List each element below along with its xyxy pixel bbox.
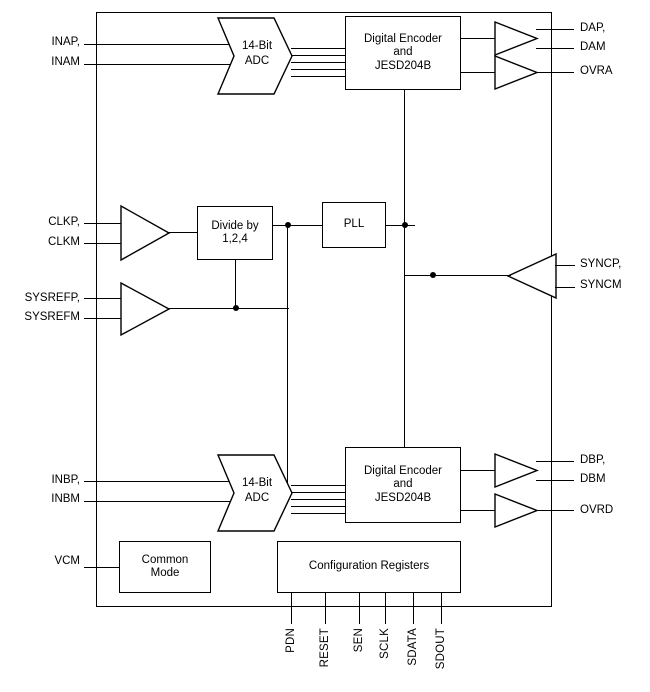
pin-label-ovrd: OVRD <box>580 504 614 516</box>
wire-sysrefp <box>84 298 122 299</box>
adc-b-label-line2: ADC <box>244 492 270 504</box>
wire-sync-tap-h <box>404 275 434 276</box>
wire-inap <box>84 44 232 45</box>
bus-a-line-1 <box>291 48 346 49</box>
wire-sdata <box>413 592 414 624</box>
encoder-a-line2: and <box>393 46 413 59</box>
wire-pll-trunk-up <box>404 90 405 226</box>
pin-label-inap: INAP, <box>51 36 80 48</box>
wire-pll-trunk-down <box>404 225 405 447</box>
pin-label-dap: DAP, <box>580 22 606 34</box>
pin-label-clkm: CLKM <box>48 236 80 248</box>
bus-b-line-1 <box>291 485 346 486</box>
bus-b-line-2 <box>291 492 346 493</box>
encoder-b-line1: Digital Encoder <box>364 464 442 477</box>
divider-line1: Divide by <box>211 219 259 232</box>
pin-label-clkp: CLKP, <box>48 216 80 228</box>
divider-line2: 1,2,4 <box>222 233 248 245</box>
ovra-output-buffer-icon <box>495 56 537 89</box>
wire-sdout <box>441 592 442 624</box>
wire-clkbuf-to-divider <box>168 232 198 233</box>
pin-label-inam: INAM <box>51 56 80 68</box>
bus-b-line-4 <box>291 506 346 507</box>
wire-ovrd <box>536 510 574 511</box>
wire-sen <box>359 592 360 624</box>
pin-label-sdata: SDATA <box>407 628 419 666</box>
encoder-b-line2: and <box>393 478 413 491</box>
wire-dap <box>536 29 574 30</box>
common-mode-line2: Mode <box>150 567 180 579</box>
bus-b-line-3 <box>291 499 346 500</box>
wire-clock-trunk-down <box>287 225 288 483</box>
bus-a-line-5 <box>291 76 346 77</box>
wire-sysref-up-to-divider <box>235 259 236 309</box>
pin-label-inbp: INBP, <box>51 474 80 486</box>
wire-pdn <box>291 592 292 624</box>
pin-label-dbp: DBP, <box>580 454 606 466</box>
wire-encoder-a-to-ovra-buffer <box>460 72 496 73</box>
wire-sclk <box>385 592 386 624</box>
pin-label-sysrefp: SYSREFP, <box>24 292 80 304</box>
pin-label-dbm: DBM <box>580 473 606 485</box>
wire-clkm <box>84 243 122 244</box>
common-mode-block <box>119 541 211 593</box>
wire-dam <box>536 48 574 49</box>
wire-dbp <box>536 461 574 462</box>
wire-syncbuf-to-trunk <box>433 275 511 276</box>
wire-vcm <box>84 567 120 568</box>
pin-label-reset: RESET <box>319 628 331 668</box>
wire-divider-to-pll <box>272 225 323 226</box>
wire-dbm <box>536 480 574 481</box>
pin-label-ovra: OVRA <box>580 65 613 77</box>
pin-label-dam: DAM <box>580 41 606 53</box>
wire-pll-out <box>385 225 415 226</box>
digital-encoder-a-block <box>345 16 461 90</box>
pll-block <box>322 202 386 248</box>
adc-a-label-line2: ADC <box>244 55 270 67</box>
ovrd-output-buffer-icon <box>495 494 537 527</box>
wire-ovra <box>536 72 574 73</box>
pin-label-inbm: INBM <box>51 493 80 505</box>
clk-input-buffer-icon <box>121 206 169 260</box>
adc-b-label-line1: 14-Bit <box>241 477 273 489</box>
common-mode-line1: Common <box>141 553 189 566</box>
encoder-a-line3: JESD204B <box>374 59 432 72</box>
pin-label-sclk: SCLK <box>379 628 391 659</box>
divider-block <box>197 206 273 260</box>
configuration-registers-label: Configuration Registers <box>308 560 430 573</box>
bus-b-line-5 <box>291 513 346 514</box>
wire-inam <box>84 64 232 65</box>
pin-label-sdout: SDOUT <box>435 628 447 670</box>
encoder-a-line1: Digital Encoder <box>364 32 442 45</box>
wire-inbp <box>84 481 232 482</box>
pin-label-sen: SEN <box>353 628 365 653</box>
wire-clkp <box>84 223 122 224</box>
pin-label-pdn: PDN <box>285 628 297 653</box>
wire-reset <box>325 592 326 624</box>
wire-inbm <box>84 501 232 502</box>
adc-a-label-line1: 14-Bit <box>241 40 273 52</box>
pin-label-syncm: SYNCM <box>580 279 622 291</box>
bus-a-line-3 <box>291 62 346 63</box>
configuration-registers-block <box>277 541 461 593</box>
encoder-b-line3: JESD204B <box>374 491 432 504</box>
pin-label-sysrefm: SYSREFM <box>24 311 80 323</box>
dbp-output-buffer-icon <box>495 454 537 487</box>
digital-encoder-b-block <box>345 447 461 523</box>
wire-encoder-b-to-dbp-buffer <box>460 470 496 471</box>
wire-syncm <box>555 287 575 288</box>
bus-a-line-2 <box>291 55 346 56</box>
sysref-input-buffer-icon <box>121 283 169 335</box>
wire-encoder-a-to-dap-buffer <box>460 38 496 39</box>
wire-encoder-b-to-ovrd-buffer <box>460 510 496 511</box>
pin-label-syncp: SYNCP, <box>580 258 622 270</box>
pll-label: PLL <box>343 218 365 231</box>
wire-sysref-to-trunk <box>168 308 289 309</box>
bus-a-line-4 <box>291 69 346 70</box>
wire-syncp <box>555 265 575 266</box>
sync-input-buffer-icon <box>508 254 556 298</box>
wire-sysrefm <box>84 318 122 319</box>
pin-label-vcm: VCM <box>54 555 80 567</box>
dap-output-buffer-icon <box>495 22 537 55</box>
